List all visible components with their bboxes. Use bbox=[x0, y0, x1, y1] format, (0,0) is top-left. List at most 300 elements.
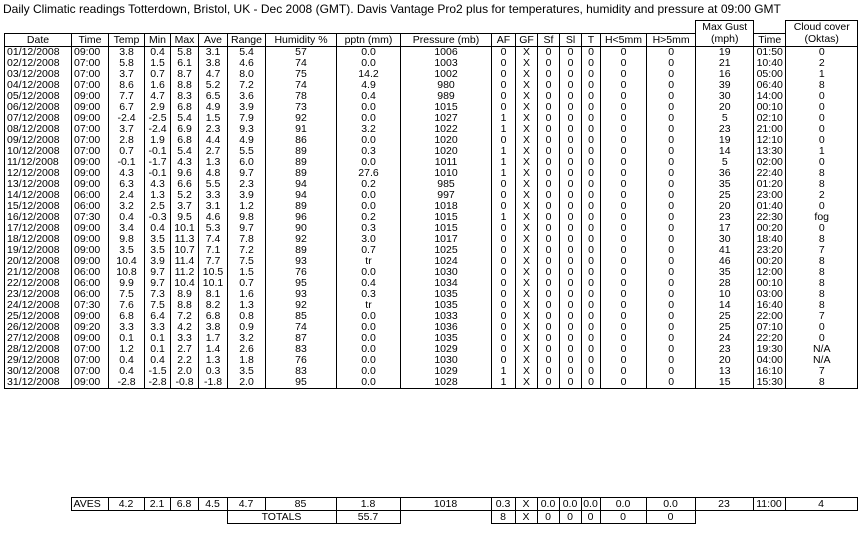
table-cell: 9.5 bbox=[171, 212, 199, 223]
table-cell: 04:00 bbox=[754, 355, 786, 366]
table-cell: 0.7 bbox=[337, 245, 401, 256]
table-cell: 0 bbox=[560, 322, 582, 333]
totals-af: 8 bbox=[491, 511, 515, 524]
table-cell: 0 bbox=[647, 245, 696, 256]
table-cell: 4.2 bbox=[171, 322, 199, 333]
column-header: Humidity % bbox=[266, 33, 337, 46]
table-cell: 0.0 bbox=[337, 355, 401, 366]
table-cell: 8.1 bbox=[199, 289, 228, 300]
table-cell: 4.6 bbox=[199, 212, 228, 223]
table-cell: 1 bbox=[786, 146, 858, 157]
table-cell: 1025 bbox=[401, 245, 492, 256]
table-cell: 7.2 bbox=[228, 80, 266, 91]
table-cell: -0.3 bbox=[145, 212, 171, 223]
table-cell: 1.2 bbox=[228, 201, 266, 212]
table-cell: 0 bbox=[582, 157, 601, 168]
table-cell: 07:00 bbox=[72, 355, 109, 366]
table-cell: 0 bbox=[492, 355, 516, 366]
table-cell: 3.8 bbox=[109, 46, 145, 58]
table-cell: 0 bbox=[601, 267, 647, 278]
table-cell: 0 bbox=[492, 333, 516, 344]
table-cell: 9.7 bbox=[228, 168, 266, 179]
table-cell: 92 bbox=[266, 300, 337, 311]
table-row bbox=[5, 322, 858, 333]
table-cell: 8.9 bbox=[171, 289, 199, 300]
table-cell: 46 bbox=[696, 256, 754, 267]
table-cell: 20/12/2008 bbox=[5, 256, 72, 267]
table-cell: 00:10 bbox=[754, 102, 786, 113]
table-cell: 9.9 bbox=[109, 278, 145, 289]
table-cell: 0 bbox=[647, 113, 696, 124]
table-cell: 0 bbox=[538, 245, 560, 256]
table-cell: 0.4 bbox=[337, 91, 401, 102]
table-cell: 1027 bbox=[401, 113, 492, 124]
table-cell: 0.0 bbox=[337, 311, 401, 322]
table-cell: 0 bbox=[601, 322, 647, 333]
table-row bbox=[5, 366, 858, 377]
table-cell: 6.7 bbox=[109, 102, 145, 113]
table-cell: 0 bbox=[560, 245, 582, 256]
table-cell: 0 bbox=[560, 267, 582, 278]
table-cell: 89 bbox=[266, 157, 337, 168]
table-cell: 09:00 bbox=[72, 245, 109, 256]
table-cell: 00:20 bbox=[754, 223, 786, 234]
table-cell: 0.0 bbox=[337, 58, 401, 69]
table-cell: 0 bbox=[647, 333, 696, 344]
table-row bbox=[5, 278, 858, 289]
table-cell: 1033 bbox=[401, 311, 492, 322]
table-row bbox=[5, 344, 858, 355]
table-cell: 0.7 bbox=[145, 69, 171, 80]
table-cell: 989 bbox=[401, 91, 492, 102]
table-cell: 0 bbox=[538, 102, 560, 113]
column-header: Ave bbox=[199, 33, 228, 46]
table-cell: 0 bbox=[786, 201, 858, 212]
table-cell: 4.3 bbox=[171, 157, 199, 168]
aves-cell: 1.8 bbox=[336, 498, 400, 511]
table-cell: X bbox=[516, 146, 538, 157]
table-row bbox=[5, 267, 858, 278]
table-cell: 0 bbox=[560, 289, 582, 300]
table-cell: 8 bbox=[786, 256, 858, 267]
table-cell: 0 bbox=[786, 91, 858, 102]
table-cell: 1.5 bbox=[199, 113, 228, 124]
table-row bbox=[5, 333, 858, 344]
table-cell: 01:50 bbox=[754, 46, 786, 58]
table-cell: 06:00 bbox=[72, 289, 109, 300]
table-cell: 0 bbox=[647, 190, 696, 201]
table-cell: 1 bbox=[786, 69, 858, 80]
table-cell: 31/12/2008 bbox=[5, 377, 72, 389]
table-cell: 09:00 bbox=[72, 311, 109, 322]
table-cell: 06/12/2008 bbox=[5, 102, 72, 113]
table-cell: 0 bbox=[647, 300, 696, 311]
table-cell: 0 bbox=[601, 157, 647, 168]
table-cell: -2.4 bbox=[109, 113, 145, 124]
table-cell: X bbox=[516, 179, 538, 190]
table-cell: 0 bbox=[601, 201, 647, 212]
table-row bbox=[5, 135, 858, 146]
table-cell: 06:00 bbox=[72, 278, 109, 289]
table-cell: 4.6 bbox=[228, 58, 266, 69]
table-cell: 0 bbox=[538, 80, 560, 91]
table-cell: 1.4 bbox=[199, 344, 228, 355]
table-cell: 1006 bbox=[401, 46, 492, 58]
aves-cell: 23 bbox=[695, 498, 753, 511]
table-cell: 3.4 bbox=[109, 223, 145, 234]
table-cell: 0 bbox=[492, 267, 516, 278]
table-cell: 1015 bbox=[401, 212, 492, 223]
table-cell: 0.9 bbox=[228, 322, 266, 333]
table-cell: 0 bbox=[538, 179, 560, 190]
table-cell: 0 bbox=[538, 256, 560, 267]
column-header: GF bbox=[516, 33, 538, 46]
table-cell: 22:40 bbox=[754, 168, 786, 179]
table-cell: 0 bbox=[492, 256, 516, 267]
table-cell: 0.3 bbox=[337, 146, 401, 157]
column-header: Min bbox=[145, 33, 171, 46]
table-cell: 6.8 bbox=[171, 102, 199, 113]
column-header: pptn (mm) bbox=[337, 33, 401, 46]
table-cell: 09:00 bbox=[72, 223, 109, 234]
table-cell: N/A bbox=[786, 355, 858, 366]
table-cell: 0 bbox=[538, 201, 560, 212]
table-cell: 08/12/2008 bbox=[5, 124, 72, 135]
table-cell: 07:00 bbox=[72, 80, 109, 91]
table-cell: 07:00 bbox=[72, 124, 109, 135]
table-cell: 1 bbox=[492, 146, 516, 157]
table-cell: 76 bbox=[266, 267, 337, 278]
table-row bbox=[5, 146, 858, 157]
table-cell: 0.0 bbox=[337, 366, 401, 377]
table-cell: 24 bbox=[696, 333, 754, 344]
table-cell: 85 bbox=[266, 311, 337, 322]
table-cell: 1.6 bbox=[145, 80, 171, 91]
table-cell: 1.2 bbox=[109, 344, 145, 355]
aves-cell: 1018 bbox=[400, 498, 491, 511]
table-row bbox=[5, 58, 858, 69]
table-cell: 985 bbox=[401, 179, 492, 190]
table-cell: 02/12/2008 bbox=[5, 58, 72, 69]
table-cell: 23:20 bbox=[754, 245, 786, 256]
table-cell: 0 bbox=[786, 113, 858, 124]
table-cell: 1 bbox=[492, 113, 516, 124]
table-cell: 18:40 bbox=[754, 234, 786, 245]
table-cell: 9.7 bbox=[145, 267, 171, 278]
table-cell: 1 bbox=[492, 366, 516, 377]
table-row bbox=[5, 91, 858, 102]
table-cell: 6.9 bbox=[171, 124, 199, 135]
table-cell: 90 bbox=[266, 223, 337, 234]
table-cell: 0 bbox=[601, 289, 647, 300]
table-cell: 3.9 bbox=[228, 102, 266, 113]
table-cell: 4.9 bbox=[337, 80, 401, 91]
table-cell: 0.0 bbox=[337, 201, 401, 212]
table-cell: -0.1 bbox=[145, 146, 171, 157]
table-row bbox=[5, 46, 858, 58]
table-cell: 0 bbox=[492, 289, 516, 300]
table-cell: 0 bbox=[560, 69, 582, 80]
table-cell: 16 bbox=[696, 69, 754, 80]
table-cell: X bbox=[516, 201, 538, 212]
aves-cell: 4.5 bbox=[198, 498, 227, 511]
table-cell: 3.8 bbox=[199, 322, 228, 333]
aves-cell: 0.0 bbox=[646, 498, 695, 511]
column-header: (mph) bbox=[696, 33, 754, 46]
aves-label: AVES bbox=[71, 498, 108, 511]
table-cell: 1.5 bbox=[228, 267, 266, 278]
table-cell: 16/12/2008 bbox=[5, 212, 72, 223]
table-cell: 18/12/2008 bbox=[5, 234, 72, 245]
table-row bbox=[5, 311, 858, 322]
table-cell: 2.3 bbox=[228, 179, 266, 190]
table-cell: 0 bbox=[601, 223, 647, 234]
aves-cell: 0.0 bbox=[559, 498, 581, 511]
table-cell: 06:40 bbox=[754, 80, 786, 91]
table-cell: 09:20 bbox=[72, 322, 109, 333]
table-cell: 19/12/2008 bbox=[5, 245, 72, 256]
table-cell: X bbox=[516, 91, 538, 102]
table-cell: 0 bbox=[601, 146, 647, 157]
table-cell: 0 bbox=[582, 179, 601, 190]
table-cell: 3.3 bbox=[145, 322, 171, 333]
table-cell: 0 bbox=[647, 212, 696, 223]
table-cell: 35 bbox=[696, 267, 754, 278]
table-cell: 1010 bbox=[401, 168, 492, 179]
table-cell: 41 bbox=[696, 245, 754, 256]
aves-cell: 4.2 bbox=[108, 498, 144, 511]
table-cell: 0 bbox=[601, 124, 647, 135]
table-cell: 0 bbox=[647, 46, 696, 58]
table-cell: 3.7 bbox=[109, 124, 145, 135]
aves-cell: 0.0 bbox=[600, 498, 646, 511]
table-cell: 0.0 bbox=[337, 267, 401, 278]
table-cell: 0 bbox=[601, 46, 647, 58]
table-cell: 0 bbox=[582, 223, 601, 234]
table-cell: 01:40 bbox=[754, 201, 786, 212]
table-cell: 21 bbox=[696, 58, 754, 69]
table-cell: 87 bbox=[266, 333, 337, 344]
table-cell: 15/12/2008 bbox=[5, 201, 72, 212]
table-cell: 07:30 bbox=[72, 300, 109, 311]
table-cell: 8.7 bbox=[171, 69, 199, 80]
table-cell: 0 bbox=[492, 102, 516, 113]
table-cell: 4.4 bbox=[199, 135, 228, 146]
table-cell: 8 bbox=[786, 267, 858, 278]
table-cell: 0 bbox=[560, 46, 582, 58]
table-cell: 20 bbox=[696, 102, 754, 113]
table-cell: X bbox=[516, 190, 538, 201]
table-cell: 0 bbox=[538, 124, 560, 135]
column-header: Range bbox=[228, 33, 266, 46]
table-cell: 0 bbox=[538, 223, 560, 234]
table-cell: 0 bbox=[601, 300, 647, 311]
table-cell: 13 bbox=[696, 366, 754, 377]
table-cell: 14:00 bbox=[754, 91, 786, 102]
table-cell: 0 bbox=[560, 146, 582, 157]
column-header: Pressure (mb) bbox=[401, 33, 492, 46]
table-cell: 19:30 bbox=[754, 344, 786, 355]
table-cell: 0 bbox=[601, 245, 647, 256]
table-cell: 3.8 bbox=[199, 58, 228, 69]
table-cell: 0 bbox=[538, 113, 560, 124]
table-cell: 01/12/2008 bbox=[5, 46, 72, 58]
table-cell: 0 bbox=[492, 223, 516, 234]
table-cell: 1015 bbox=[401, 102, 492, 113]
table-cell: 0 bbox=[647, 223, 696, 234]
table-cell: 7 bbox=[786, 311, 858, 322]
table-cell: 1.3 bbox=[199, 157, 228, 168]
max-gust-header: Max Gust bbox=[696, 21, 754, 34]
table-cell: 74 bbox=[266, 322, 337, 333]
table-row bbox=[5, 234, 858, 245]
table-cell: 1030 bbox=[401, 267, 492, 278]
table-cell: 89 bbox=[266, 168, 337, 179]
averages-row bbox=[4, 498, 857, 511]
table-cell: 36 bbox=[696, 168, 754, 179]
column-header: AF bbox=[492, 33, 516, 46]
table-cell: 0 bbox=[647, 311, 696, 322]
table-cell: 3.7 bbox=[109, 69, 145, 80]
table-cell: 74 bbox=[266, 80, 337, 91]
table-cell: 0.2 bbox=[337, 179, 401, 190]
table-cell: 1011 bbox=[401, 157, 492, 168]
table-cell: 1024 bbox=[401, 256, 492, 267]
table-cell: 0 bbox=[538, 267, 560, 278]
table-cell: 0 bbox=[647, 91, 696, 102]
totals-h-lt5: 0 bbox=[600, 511, 646, 524]
table-row bbox=[5, 102, 858, 113]
table-cell: 78 bbox=[266, 91, 337, 102]
table-cell: 0 bbox=[647, 201, 696, 212]
table-cell: 1.5 bbox=[145, 58, 171, 69]
table-cell: 0.4 bbox=[145, 223, 171, 234]
table-row bbox=[5, 212, 858, 223]
table-cell: 7.8 bbox=[228, 234, 266, 245]
page-title: Daily Climatic readings Totterdown, Bristol, UK - Dec 2008 (GMT). Davis Vantage Pro2 plus for temperatures, humidity and pressure at 09:00 GMT bbox=[3, 2, 781, 16]
table-cell: 14 bbox=[696, 300, 754, 311]
aves-cell: 4 bbox=[785, 498, 857, 511]
table-cell: 30/12/2008 bbox=[5, 366, 72, 377]
table-cell: 2.4 bbox=[109, 190, 145, 201]
table-cell: 28/12/2008 bbox=[5, 344, 72, 355]
table-cell: 7.5 bbox=[109, 289, 145, 300]
table-cell: X bbox=[516, 135, 538, 146]
table-cell: 0 bbox=[582, 102, 601, 113]
table-cell: 0 bbox=[538, 333, 560, 344]
table-cell: 75 bbox=[266, 69, 337, 80]
table-cell: 0 bbox=[647, 124, 696, 135]
table-cell: 0.4 bbox=[145, 46, 171, 58]
table-cell: 23 bbox=[696, 124, 754, 135]
table-cell: 9.7 bbox=[145, 278, 171, 289]
table-cell: 13:30 bbox=[754, 146, 786, 157]
column-header: Sl bbox=[560, 33, 582, 46]
table-cell: 4.7 bbox=[145, 91, 171, 102]
table-cell: -1.5 bbox=[145, 366, 171, 377]
table-cell: 5.3 bbox=[199, 223, 228, 234]
table-cell: 4.3 bbox=[109, 168, 145, 179]
table-cell: 00:10 bbox=[754, 278, 786, 289]
table-cell: 07:10 bbox=[754, 322, 786, 333]
table-cell: 0 bbox=[560, 377, 582, 389]
table-cell: 0 bbox=[492, 311, 516, 322]
table-cell: 3.5 bbox=[145, 245, 171, 256]
aves-cell: 85 bbox=[265, 498, 336, 511]
aves-cell: 2.1 bbox=[144, 498, 170, 511]
table-cell: 0 bbox=[538, 46, 560, 58]
table-cell: 0 bbox=[647, 80, 696, 91]
table-cell: X bbox=[516, 58, 538, 69]
table-cell: 13/12/2008 bbox=[5, 179, 72, 190]
table-cell: 0 bbox=[538, 135, 560, 146]
table-cell: 03:00 bbox=[754, 289, 786, 300]
table-cell: 8.3 bbox=[171, 91, 199, 102]
table-cell: 57 bbox=[266, 46, 337, 58]
table-cell: 0.0 bbox=[337, 157, 401, 168]
table-cell: 06:00 bbox=[72, 190, 109, 201]
table-cell: 6.8 bbox=[199, 311, 228, 322]
table-cell: 92 bbox=[266, 113, 337, 124]
table-cell: 0.4 bbox=[109, 355, 145, 366]
table-cell: 06:00 bbox=[72, 201, 109, 212]
table-cell: 0 bbox=[582, 256, 601, 267]
table-cell: 0 bbox=[647, 377, 696, 389]
table-cell: 06:00 bbox=[72, 267, 109, 278]
table-cell: 02:00 bbox=[754, 157, 786, 168]
table-cell: 0 bbox=[560, 168, 582, 179]
table-cell: 8 bbox=[786, 234, 858, 245]
table-cell: 4.9 bbox=[199, 102, 228, 113]
table-cell: 1029 bbox=[401, 366, 492, 377]
table-cell: 7 bbox=[786, 366, 858, 377]
table-cell: 0.8 bbox=[228, 311, 266, 322]
table-cell: 0 bbox=[560, 190, 582, 201]
table-cell: 09:00 bbox=[72, 179, 109, 190]
table-cell: 91 bbox=[266, 124, 337, 135]
table-cell: 5 bbox=[696, 113, 754, 124]
table-cell: 0 bbox=[647, 278, 696, 289]
table-cell: 1029 bbox=[401, 344, 492, 355]
table-cell: -2.5 bbox=[145, 113, 171, 124]
table-cell: 0 bbox=[538, 366, 560, 377]
table-cell: fog bbox=[786, 212, 858, 223]
table-cell: 0 bbox=[582, 201, 601, 212]
table-cell: 0 bbox=[560, 212, 582, 223]
table-cell: 1028 bbox=[401, 377, 492, 389]
table-cell: 2.7 bbox=[171, 344, 199, 355]
aves-cell: 0.0 bbox=[581, 498, 600, 511]
table-cell: 4.3 bbox=[145, 179, 171, 190]
table-cell: 7.3 bbox=[145, 289, 171, 300]
table-cell: 0 bbox=[601, 366, 647, 377]
table-cell: 3.5 bbox=[228, 366, 266, 377]
table-cell: 0 bbox=[492, 135, 516, 146]
table-cell: 0 bbox=[647, 135, 696, 146]
table-cell: X bbox=[516, 168, 538, 179]
table-cell: 07:00 bbox=[72, 366, 109, 377]
table-cell: X bbox=[516, 333, 538, 344]
table-cell: 35 bbox=[696, 179, 754, 190]
table-cell: 0 bbox=[582, 212, 601, 223]
table-cell: 0.4 bbox=[109, 212, 145, 223]
table-cell: 4.7 bbox=[199, 69, 228, 80]
table-cell: 0 bbox=[786, 333, 858, 344]
table-cell: 1 bbox=[492, 212, 516, 223]
table-cell: 980 bbox=[401, 80, 492, 91]
table-cell: 0 bbox=[601, 102, 647, 113]
table-cell: X bbox=[516, 69, 538, 80]
